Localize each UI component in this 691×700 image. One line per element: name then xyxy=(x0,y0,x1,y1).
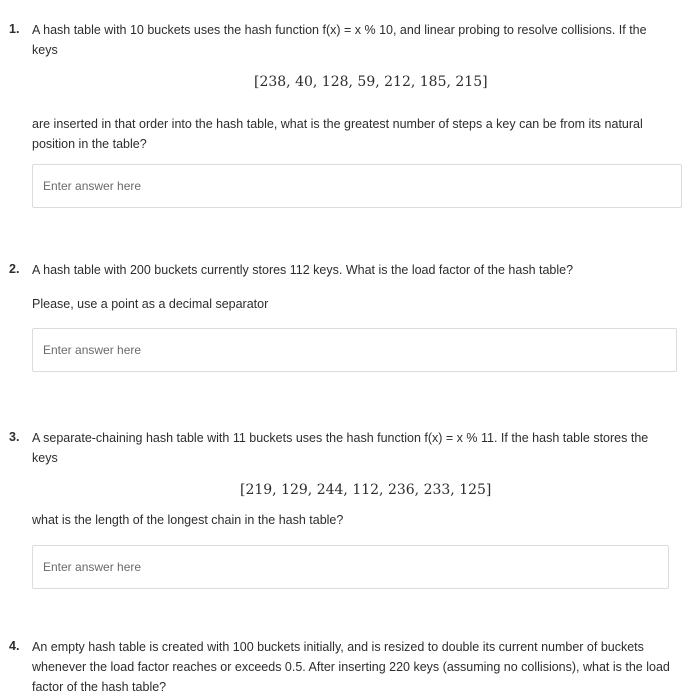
answer-input[interactable] xyxy=(33,165,681,207)
answer-input[interactable] xyxy=(33,329,676,371)
question-number: 1. xyxy=(9,22,20,36)
question-note: Please, use a point as a decimal separator xyxy=(32,297,269,311)
answer-field[interactable] xyxy=(32,164,682,208)
question-text: A separate-chaining hash table with 11 buckets uses the hash function f(x) = x % 11. If the hash table stores the keys xyxy=(32,431,649,465)
question-text-after: what is the length of the longest chain in the hash table? xyxy=(32,513,344,527)
question-text: A hash table with 200 buckets currently stores 112 keys. What is the load factor of the hash table? xyxy=(32,263,574,277)
answer-field[interactable] xyxy=(32,328,677,372)
question-text: A hash table with 10 buckets uses the hash function f(x) = x % 10, and linear probing to resolve collisions. If the keys xyxy=(32,23,647,57)
question-text-after: are inserted in that order into the hash table, what is the greatest number of steps a key can be from its natural position in the table? xyxy=(32,117,643,151)
question-number: 4. xyxy=(9,639,20,653)
keys-list: [219, 129, 244, 112, 236, 233, 125] xyxy=(240,482,492,498)
keys-list: [238, 40, 128, 59, 212, 185, 215] xyxy=(254,74,488,90)
question-number: 3. xyxy=(9,430,20,444)
question-number: 2. xyxy=(9,262,20,276)
answer-input[interactable] xyxy=(33,546,668,588)
answer-field[interactable] xyxy=(32,545,669,589)
question-text: An empty hash table is created with 100 buckets initially, and is resized to double its current number of buckets whenever the load factor reaches or exceeds 0.5. After inserting 220 keys (assuming no collisions), what is the load factor of the hash table? xyxy=(32,640,670,694)
